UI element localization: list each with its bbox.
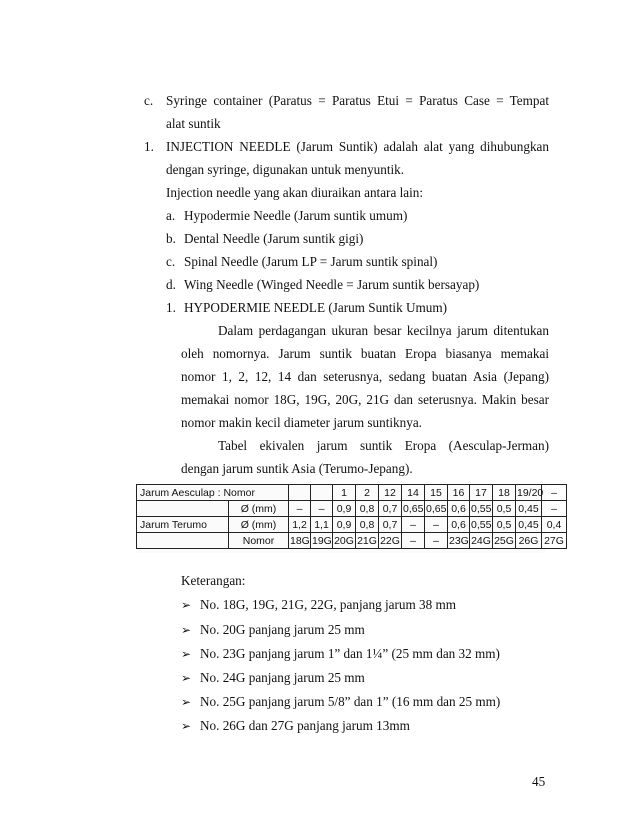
table-cell: 0,4 [542, 517, 567, 533]
paragraph-line: Tabel ekivalen jarum suntik Eropa (Aesculap-Jerman) [218, 438, 549, 453]
needle-equivalence-table [136, 484, 564, 553]
list-marker: 1. [166, 300, 176, 315]
table-cell: 1,1 [311, 517, 333, 533]
table-cell: 19/20 [517, 486, 544, 499]
item-1-line2: dengan syringe, digunakan untuk menyuntik. [166, 162, 405, 177]
arrow-bullet-icon: ➢ [181, 719, 192, 733]
table-cell: 12 [379, 485, 402, 501]
arrow-bullet-icon: ➢ [181, 598, 192, 612]
table-cell: 18 [493, 485, 516, 501]
table-cell: 0,55 [471, 502, 492, 515]
table-cell: Ø (mm) [229, 517, 289, 533]
list-text: HYPODERMIE NEEDLE (Jarum Suntik Umum) [184, 300, 447, 315]
list-item [166, 208, 407, 224]
paragraph-line: nomor makin kecil diameter jarum suntiknya. [181, 415, 422, 430]
table-cell: – [425, 517, 448, 533]
table-row [137, 485, 567, 501]
table-cell: 1,2 [289, 517, 311, 533]
table-cell: 0,8 [356, 501, 379, 517]
list-marker: d. [166, 277, 176, 292]
list-text: No. 24G panjang jarum 25 mm [200, 670, 365, 685]
paragraph-line: Dalam perdagangan ukuran besar kecilnya jarum ditentukan [218, 323, 549, 338]
keterangan-title: Keterangan: [181, 573, 246, 588]
table-row [137, 501, 567, 517]
table-cell: 0,45 [516, 517, 542, 533]
table-cell: – [402, 533, 425, 549]
table-cell: 21G [357, 534, 377, 547]
table-cell: Jarum Aesculap : Nomor [137, 485, 289, 501]
table-cell: 25G [494, 534, 514, 547]
list-item [181, 646, 500, 662]
table-cell: – [311, 501, 333, 517]
paragraph-line: nomor 1, 2, 12, 14 dan seterusnya, sedang buatan Asia (Jepang) [181, 369, 549, 384]
table-cell: 0,55 [471, 518, 492, 531]
table-cell: 0,45 [516, 501, 542, 517]
table-cell: – [289, 501, 311, 517]
table-cell: 18G [290, 534, 310, 547]
table-cell: 0,7 [379, 517, 402, 533]
item-c-line2: alat suntik [166, 116, 221, 131]
table-row [137, 533, 567, 549]
table-cell: 26G [516, 533, 542, 549]
paragraph-line: oleh nomornya. Jarum suntik buatan Eropa biasanya memakai [181, 346, 549, 361]
table-cell: 19G [312, 534, 332, 547]
list-text: Dental Needle (Jarum suntik gigi) [184, 231, 364, 246]
table-cell: – [542, 501, 567, 517]
list-text: No. 20G panjang jarum 25 mm [200, 622, 365, 637]
list-item [181, 670, 365, 686]
table-cell: 23G [449, 534, 469, 547]
item-c-line1: Syringe container (Paratus = Paratus Etui = Paratus Case = Tempat [166, 93, 549, 108]
list-item [181, 622, 365, 638]
arrow-bullet-icon: ➢ [181, 647, 192, 661]
table-cell: 0,6 [448, 517, 470, 533]
list-item [181, 718, 410, 734]
table-cell: 0,9 [333, 517, 356, 533]
list-text: Hypodermie Needle (Jarum suntik umum) [184, 208, 408, 223]
list-marker: c. [166, 254, 176, 269]
list-marker: b. [166, 231, 176, 246]
arrow-bullet-icon: ➢ [181, 695, 192, 709]
table-cell: 16 [448, 485, 470, 501]
table-cell: 0,8 [356, 517, 379, 533]
table-cell: 14 [402, 485, 425, 501]
table-cell: 15 [425, 485, 448, 501]
table-cell: Jarum Terumo [137, 517, 229, 533]
list-text: Wing Needle (Winged Needle = Jarum suntik bersayap) [184, 277, 480, 292]
arrow-bullet-icon: ➢ [181, 623, 192, 637]
table-cell: 0,7 [379, 501, 402, 517]
list-text: No. 18G, 19G, 21G, 22G, panjang jarum 38 mm [200, 597, 457, 612]
table-cell: 0,5 [493, 517, 516, 533]
table-cell: 0,9 [333, 501, 356, 517]
table-row [137, 517, 567, 533]
item-1-marker: 1. [144, 139, 154, 154]
list-item [166, 300, 447, 316]
table-cell: – [402, 517, 425, 533]
list-marker: a. [166, 208, 176, 223]
table-cell: – [542, 485, 567, 501]
table-cell: 0,6 [448, 501, 470, 517]
table-cell: 20G [334, 534, 354, 547]
arrow-bullet-icon: ➢ [181, 671, 192, 685]
list-item [181, 694, 500, 710]
list-item [166, 277, 479, 293]
table-cell [137, 533, 229, 549]
list-text: No. 23G panjang jarum 1” dan 1¼” (25 mm dan 32 mm) [200, 646, 500, 661]
table-cell: 24G [471, 534, 491, 547]
table-cell: 22G [380, 534, 400, 547]
table-cell: Ø (mm) [229, 501, 289, 517]
table-cell: 0,65 [426, 502, 447, 515]
table-cell [289, 485, 311, 501]
paragraph-line: memakai nomor 18G, 19G, 20G, 21G dan seterusnya. Makin besar [181, 392, 549, 407]
page-number: 45 [532, 774, 546, 789]
list-text: Spinal Needle (Jarum LP = Jarum suntik spinal) [184, 254, 438, 269]
table-cell: 0,65 [403, 502, 424, 515]
item-1-line1: INJECTION NEEDLE (Jarum Suntik) adalah alat yang dihubungkan [166, 139, 549, 154]
table-cell: 17 [470, 485, 493, 501]
list-text: No. 26G dan 27G panjang jarum 13mm [200, 718, 410, 733]
list-item [181, 597, 456, 613]
table-cell: 27G [542, 533, 567, 549]
table-cell: – [425, 533, 448, 549]
list-item [166, 254, 437, 270]
paragraph-line: dengan jarum suntik Asia (Terumo-Jepang). [181, 461, 413, 476]
table-cell [311, 485, 333, 501]
list-item [166, 231, 363, 247]
table-cell [137, 501, 229, 517]
table-cell: 2 [356, 485, 379, 501]
item-1-intro: Injection needle yang akan diuraikan antara lain: [166, 185, 424, 200]
table-cell: 1 [333, 485, 356, 501]
table-cell: Nomor [229, 533, 289, 549]
item-c-marker: c. [144, 93, 154, 108]
table-cell: 0,5 [493, 501, 516, 517]
list-text: No. 25G panjang jarum 5/8” dan 1” (16 mm dan 25 mm) [200, 694, 501, 709]
